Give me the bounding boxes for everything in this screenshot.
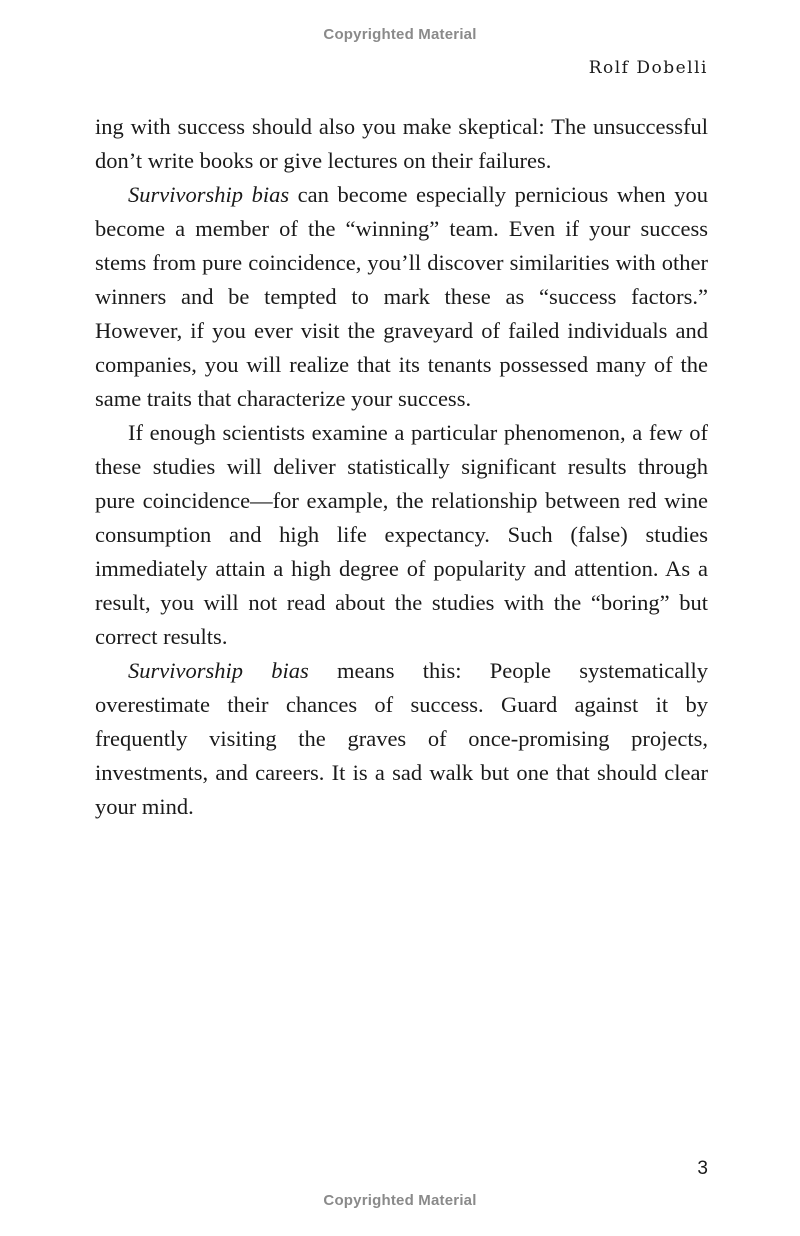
running-head-author: Rolf Dobelli	[588, 58, 708, 78]
paragraph-2	[95, 178, 708, 416]
page-number: 3	[697, 1158, 708, 1179]
paragraph-1-text: ing with success should also you make skeptical: The unsuccessful don’t write books or give lectures on their failures.	[95, 114, 708, 173]
paragraph-3-text: If enough scientists examine a particular phenomenon, a few of these studies will deliver statistically significant results through pure coincidence—for example, the relationship between red wine consumption and high life expectancy. Such (false) studies immediately attain a high degree of popularity and attention. As a result, you will not read about the studies with the “boring” but correct results.	[95, 420, 708, 649]
paragraph-2-text: can become especially pernicious when you become a member of the “winning” team. Even if your success stems from pure coincidence, you’ll discover similarities with other winners and be tempted to mark these as “success factors.” However, if you ever visit the graveyard of failed individuals and companies, you will realize that its tenants possessed many of the same traits that characterize your success.	[95, 182, 708, 411]
copyright-watermark-top: Copyrighted Material	[323, 26, 477, 43]
copyright-watermark-bottom: Copyrighted Material	[323, 1192, 477, 1209]
paragraph-4-italic-term: Survivorship bias	[128, 658, 309, 683]
paragraph-4-text: means this: People systematically overestimate their chances of success. Guard against it by frequently visiting the graves of once-promising projects, investments, and careers. It is a sad walk but one that should clear your mind.	[95, 658, 708, 819]
paragraph-4	[95, 654, 708, 824]
paragraph-2-italic-term: Survivorship bias	[128, 182, 290, 207]
page-body-text	[95, 110, 708, 824]
paragraph-3	[95, 416, 708, 654]
paragraph-1	[95, 110, 708, 178]
